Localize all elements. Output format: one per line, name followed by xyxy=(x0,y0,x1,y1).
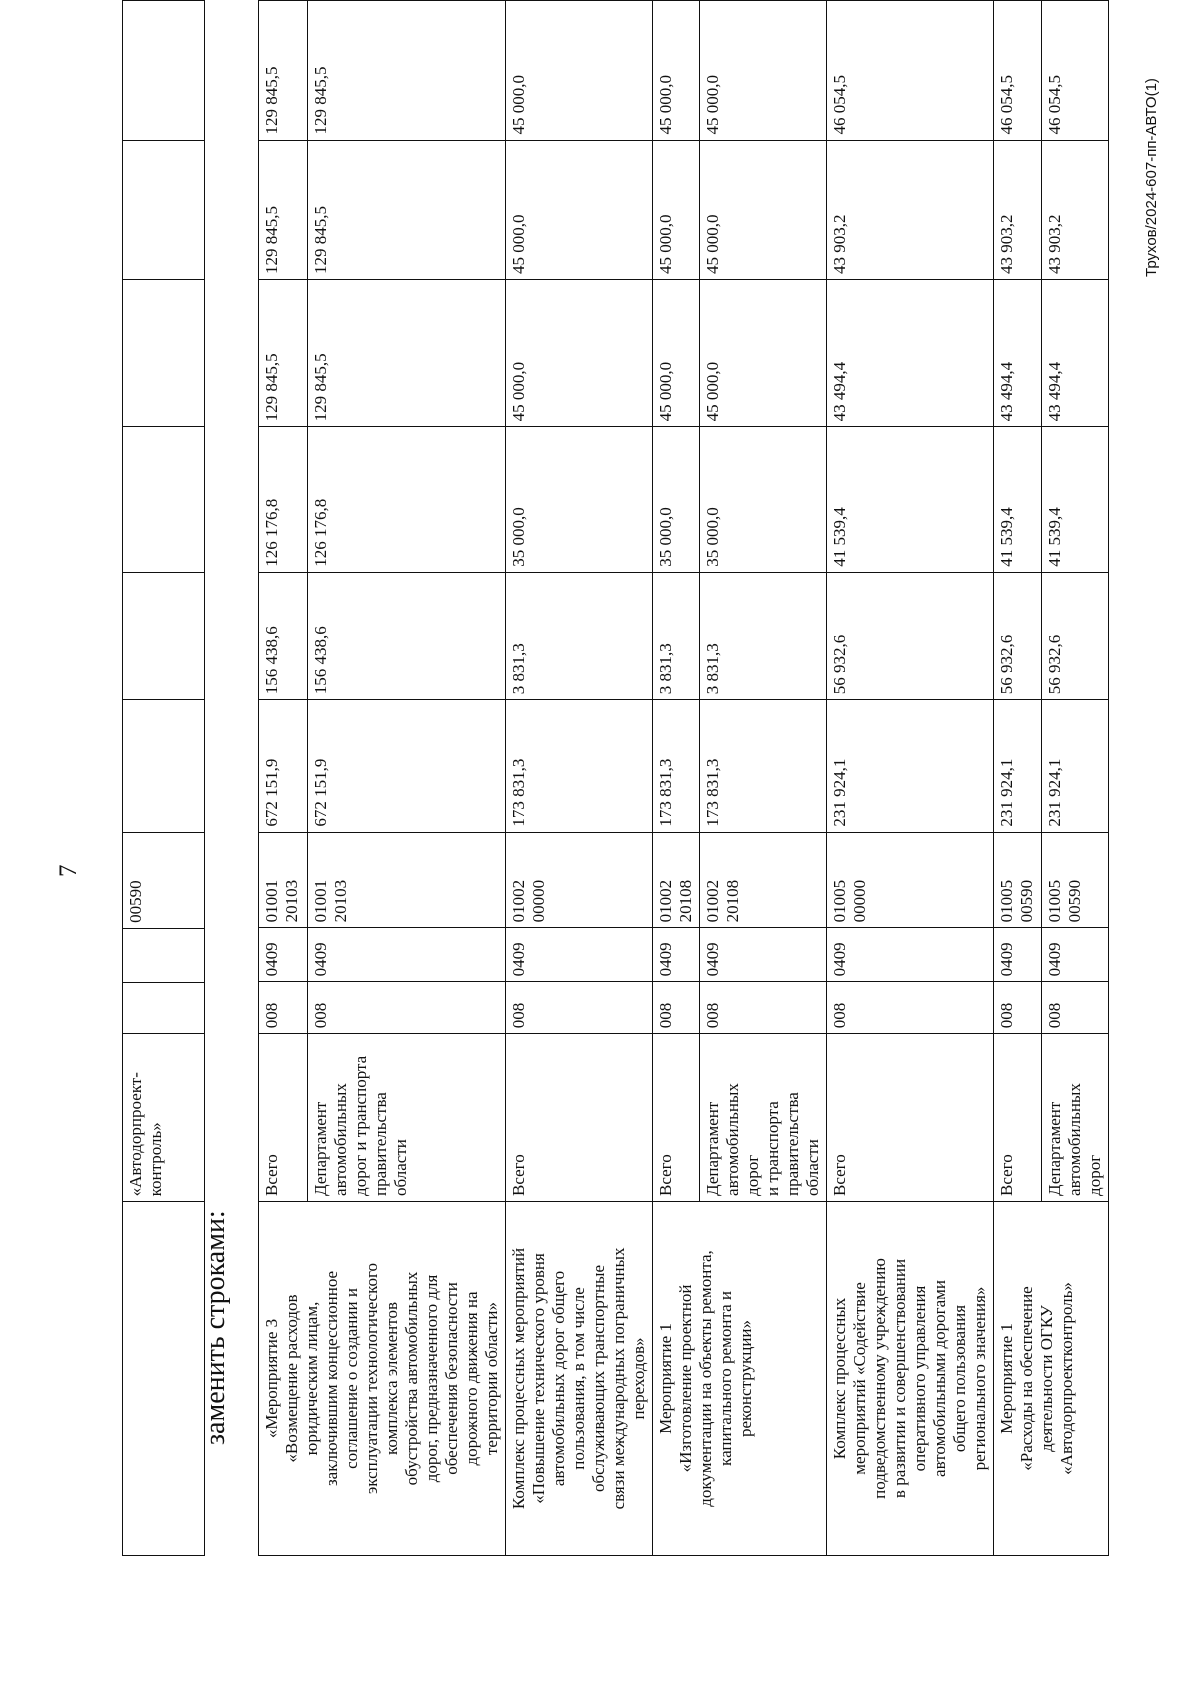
value-cell: 43 903,2 xyxy=(827,140,994,279)
org-cell: Всего xyxy=(259,1034,308,1202)
value-cell: 43 494,4 xyxy=(994,279,1042,426)
budget-table xyxy=(258,0,1109,1556)
grbs-cell: 008 xyxy=(506,982,653,1034)
value-cell: 156 438,6 xyxy=(307,572,505,700)
value-cell: 231 924,1 xyxy=(827,700,994,832)
value-cell: 672 151,9 xyxy=(259,700,308,832)
value-cell: 129 845,5 xyxy=(259,140,308,279)
value-cell: 129 845,5 xyxy=(259,279,308,426)
value-cell: 35 000,0 xyxy=(700,427,827,572)
value-cell: 129 845,5 xyxy=(307,1,505,141)
value-cell: 173 831,3 xyxy=(506,700,653,832)
program-name-cell: «Мероприятие 3 «Возмещение расходов юридическим лицам, заключившим концессионное соглашение о создании и эксплуатации технологического комплекса элементов обустройства автомобильных дорог, предназначенного для обеспечения безопасности дорожного движения на территории области» xyxy=(259,1201,506,1555)
grbs-cell: 008 xyxy=(827,982,994,1034)
value-cell: 46 054,5 xyxy=(994,1,1042,141)
rzpr-cell: 0409 xyxy=(307,928,505,982)
org-cell: Департамент автомобильных дорог и транспорта правительства области xyxy=(700,1034,827,1202)
table-row xyxy=(827,1,994,1556)
rzpr-cell: 0409 xyxy=(994,928,1042,982)
value-cell: 3 831,3 xyxy=(653,572,700,700)
value-cell: 45 000,0 xyxy=(700,140,827,279)
org-cell: Всего xyxy=(653,1034,700,1202)
table-row xyxy=(653,1,700,1556)
value-cell: 126 176,8 xyxy=(307,427,505,572)
value-cell: 129 845,5 xyxy=(259,1,308,141)
value-cell: 231 924,1 xyxy=(994,700,1042,832)
value-cell: 56 932,6 xyxy=(827,572,994,700)
table-row xyxy=(259,1,308,1556)
value-cell: 156 438,6 xyxy=(259,572,308,700)
rzpr-cell: 0409 xyxy=(1042,928,1109,982)
program-name-cell: Мероприятие 1 «Расходы на обеспечение деятельности ОГКУ «Автодорпроектконтроль» xyxy=(994,1201,1109,1555)
rzpr-cell: 0409 xyxy=(700,928,827,982)
kcsr-cell: 01002 20108 xyxy=(700,832,827,928)
value-cell: 3 831,3 xyxy=(506,572,653,700)
table-row xyxy=(506,1,653,1556)
org-cell: Департамент автомобильных дорог и транспорта правительства области xyxy=(307,1034,505,1202)
rzpr-cell: 0409 xyxy=(827,928,994,982)
value-cell: 56 932,6 xyxy=(994,572,1042,700)
kcsr-cell: 01002 20108 xyxy=(653,832,700,928)
rzpr-cell: 0409 xyxy=(259,928,308,982)
kcsr-cell: 01002 00000 xyxy=(506,832,653,928)
kcsr-cell: 01001 20103 xyxy=(259,832,308,928)
rzpr-cell: 0409 xyxy=(506,928,653,982)
value-cell: 45 000,0 xyxy=(506,1,653,141)
value-cell: 46 054,5 xyxy=(1042,1,1109,141)
value-cell: 129 845,5 xyxy=(307,279,505,426)
value-cell: 43 494,4 xyxy=(827,279,994,426)
value-cell: 3 831,3 xyxy=(700,572,827,700)
value-cell: 43 903,2 xyxy=(1042,140,1109,279)
value-cell: 41 539,4 xyxy=(994,427,1042,572)
footer-doc-code: Трухов/2024-607-пп-АВТО(1) xyxy=(1143,78,1160,277)
grbs-cell: 008 xyxy=(994,982,1042,1034)
grbs-cell: 008 xyxy=(1042,982,1109,1034)
page-number: 7 xyxy=(55,864,82,877)
kcsr-cell: 01005 00000 xyxy=(827,832,994,928)
value-cell: 35 000,0 xyxy=(506,427,653,572)
value-cell: 56 932,6 xyxy=(1042,572,1109,700)
grbs-cell: 008 xyxy=(700,982,827,1034)
program-name-cell: Комплекс процессных мероприятий «Содействие подведомственному учреждению в развитии и совершенствовании оперативного управления автомобильными дорогами общего пользования регионального значения» xyxy=(827,1201,994,1555)
table-row xyxy=(123,1,205,1556)
value-cell: 231 924,1 xyxy=(1042,700,1109,832)
value-cell: 45 000,0 xyxy=(653,1,700,141)
value-cell: 46 054,5 xyxy=(827,1,994,141)
value-cell: 126 176,8 xyxy=(259,427,308,572)
value-cell: 45 000,0 xyxy=(506,140,653,279)
rzpr-cell: 0409 xyxy=(653,928,700,982)
program-name-cell: Комплекс процессных мероприятий «Повышение технического уровня автомобильных дорог общего пользования, в том числе обслуживающих транспортные связи международных пограничных переходов» xyxy=(506,1201,653,1555)
kcsr-cell: 01005 00590 xyxy=(994,832,1042,928)
kcsr-cell: 01001 20103 xyxy=(307,832,505,928)
grbs-cell: 008 xyxy=(259,982,308,1034)
grbs-cell: 008 xyxy=(653,982,700,1034)
value-cell: 173 831,3 xyxy=(700,700,827,832)
kcsr-cell: 00590 xyxy=(123,833,205,929)
top-table-fragment xyxy=(122,0,205,1556)
value-cell: 43 494,4 xyxy=(1042,279,1109,426)
kcsr-cell: 01005 00590 xyxy=(1042,832,1109,928)
table-row xyxy=(994,1,1042,1556)
value-cell: 45 000,0 xyxy=(653,140,700,279)
value-cell: 173 831,3 xyxy=(653,700,700,832)
value-cell: 45 000,0 xyxy=(653,279,700,426)
org-cell: Департамент автомобильных дорог xyxy=(1042,1034,1109,1202)
org-cell: «Автодорпроект- контроль» xyxy=(123,1034,205,1202)
value-cell: 35 000,0 xyxy=(653,427,700,572)
value-cell: 41 539,4 xyxy=(827,427,994,572)
value-cell: 45 000,0 xyxy=(506,279,653,426)
value-cell: 41 539,4 xyxy=(1042,427,1109,572)
org-cell: Всего xyxy=(506,1034,653,1202)
value-cell: 43 903,2 xyxy=(994,140,1042,279)
org-cell: Всего xyxy=(994,1034,1042,1202)
value-cell: 45 000,0 xyxy=(700,279,827,426)
value-cell: 129 845,5 xyxy=(307,140,505,279)
value-cell: 45 000,0 xyxy=(700,1,827,141)
value-cell: 672 151,9 xyxy=(307,700,505,832)
program-name-cell: Мероприятие 1 «Изготовление проектной документации на объекты ремонта, капитального ремонта и реконструкции» xyxy=(653,1201,827,1555)
heading-replace-with: заменить строками: xyxy=(200,1210,231,1445)
org-cell: Всего xyxy=(827,1034,994,1202)
grbs-cell: 008 xyxy=(307,982,505,1034)
